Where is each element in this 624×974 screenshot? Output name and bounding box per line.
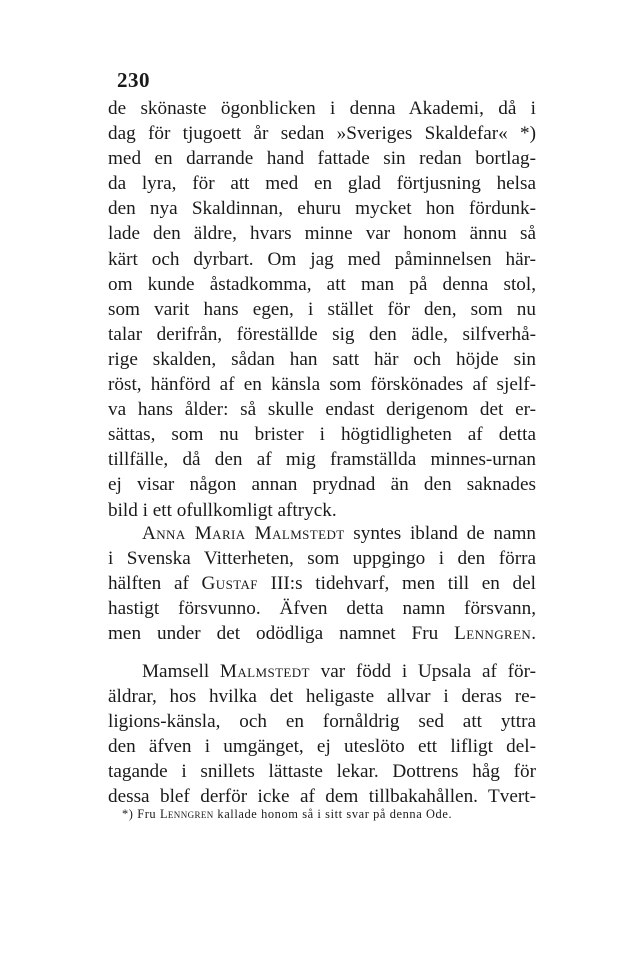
text-line: med en darrande hand fattade sin redan bortlag- — [108, 148, 536, 170]
text-run: syntes ibland de namn — [344, 523, 536, 544]
text-line: ej visar någon annan prydnad än den saknades — [108, 474, 536, 496]
text-line: bild i ett ofullkomligt aftryck. — [108, 499, 337, 521]
text-line: talar derifrån, föreställde sig den ädle, silfverhå- — [108, 323, 536, 345]
paragraph-2 — [108, 521, 536, 646]
text-line: äldrar, hos hvilka det heligaste allvar i deras re- — [108, 686, 536, 708]
text-run: var född i Upsala af för- — [309, 661, 536, 682]
text-line: dessa blef derför icke af dem tillbakahållen. Tvert- — [108, 786, 536, 808]
text-line: tagande i snillets lättaste lekar. Dottrens håg för — [108, 761, 536, 783]
text-run: Mamsell — [142, 661, 220, 682]
text-line: som varit hans egen, i stället för den, som nu — [108, 298, 536, 320]
text-line — [108, 621, 536, 646]
footnote-mark: *) Fru — [122, 807, 160, 821]
text-line: den nya Skaldinnan, ehuru mycket hon fördunk- — [108, 198, 536, 220]
person-name: Lenngren — [159, 807, 214, 821]
text-line: va hans ålder: så skulle endast derigenom det er- — [108, 399, 536, 421]
text-line: om kunde åstadkomma, att man på denna stol, — [108, 273, 536, 295]
text-line: sättas, som nu brister i högtidligheten af detta — [108, 424, 536, 446]
text-line: röst, hänförd af en känsla som förskönades af sjelf- — [108, 374, 536, 396]
text-run: III:s tidehvarf, men till en del — [257, 573, 536, 595]
person-name: Gustaf — [201, 573, 258, 595]
text-line: lade den äldre, hvars minne var honom ännu så — [108, 223, 536, 245]
paragraph-1 — [108, 96, 536, 523]
text-line: tillfälle, då den af mig framställda minnes-urnan — [108, 449, 536, 471]
text-line: rige skalden, sådan han satt här och höjde sin — [108, 348, 536, 370]
person-name: Anna Maria Malmstedt — [142, 523, 345, 544]
text-line: hastigt försvunno. Äfven detta namn försvann, — [108, 598, 536, 620]
text-line: dag för tjugoett år sedan »Sveriges Skaldefar« *) — [108, 123, 536, 145]
text-run: . — [531, 623, 536, 645]
footnote-text: kallade honom så i sitt svar på denna Ode. — [213, 807, 453, 821]
text-run: hälften af — [108, 573, 202, 595]
text-line — [108, 571, 536, 596]
text-line: i Svenska Vitterheten, som uppgingo i den förra — [108, 548, 536, 570]
person-name: Lenngren — [454, 623, 532, 645]
text-line: de skönaste ögonblicken i denna Akademi, då i — [108, 98, 536, 119]
text-line: den äfven i umgänget, ej uteslöto ett lifligt del- — [108, 736, 536, 758]
text-line — [108, 659, 536, 684]
page-number: 230 — [117, 68, 150, 92]
footnote — [122, 806, 536, 822]
person-name: Malmstedt — [219, 661, 310, 682]
text-line — [108, 521, 536, 546]
text-run: men under det odödliga namnet Fru — [108, 623, 455, 645]
text-line: da lyra, för att med en glad förtjusning helsa — [108, 173, 536, 195]
text-line: ligions-känsla, och en fornåldrig sed att yttra — [108, 711, 536, 733]
text-line: kärt och dyrbart. Om jag med påminnelsen här- — [108, 248, 536, 270]
paragraph-3 — [108, 659, 536, 810]
